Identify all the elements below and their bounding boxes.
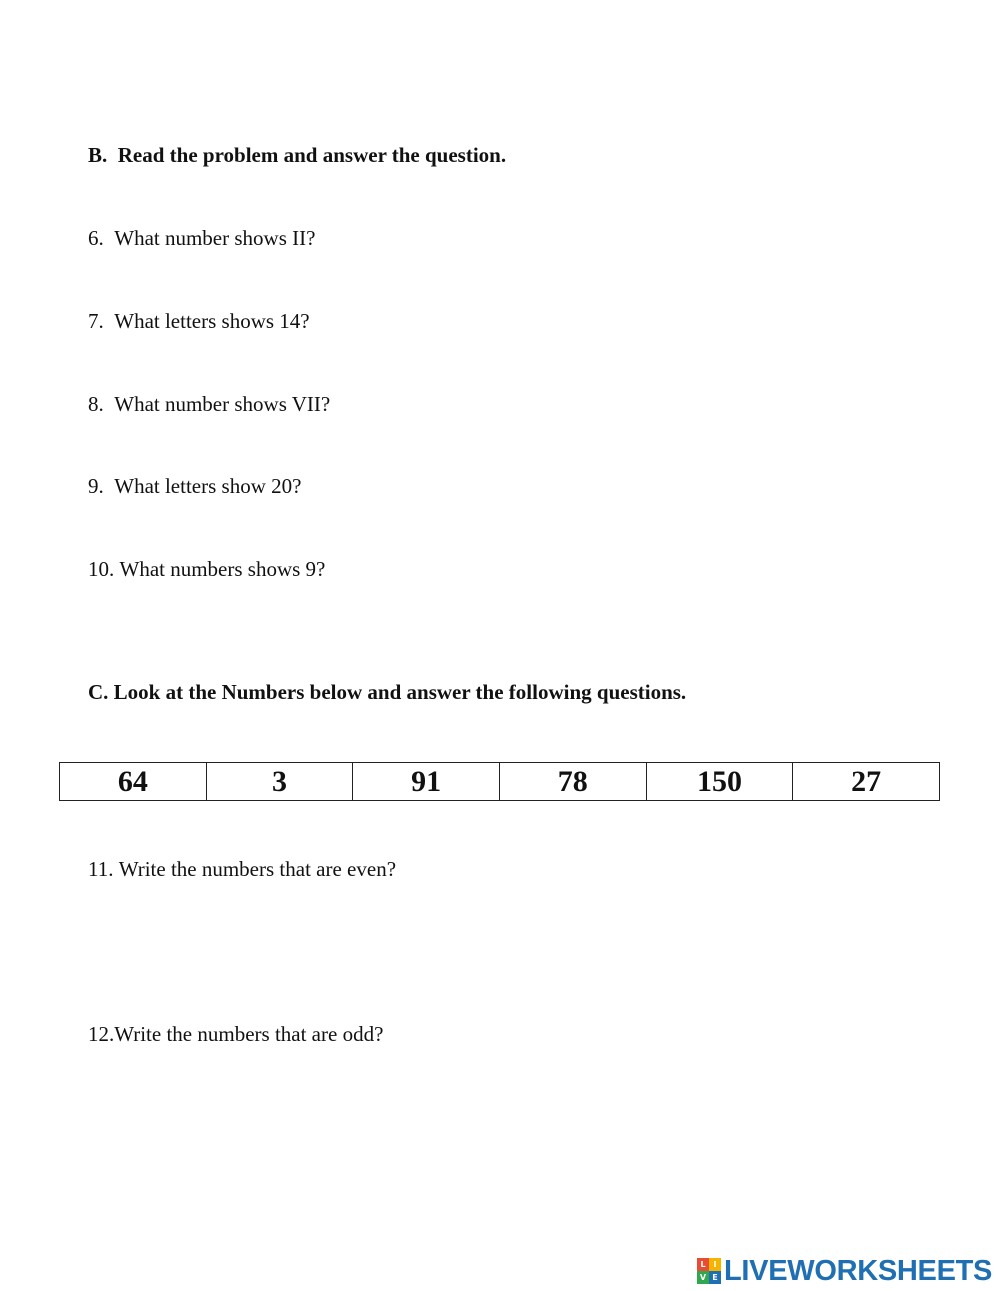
number-cell: 78 <box>499 763 646 801</box>
question-number: 7. <box>88 309 104 333</box>
question-number: 11. <box>88 857 114 881</box>
logo-mark-cell: L <box>697 1258 709 1271</box>
question-number: 12. <box>88 1022 115 1046</box>
question-number: 9. <box>88 474 104 498</box>
question-11 <box>88 857 396 882</box>
section-b-title: Read the problem and answer the question. <box>117 143 507 167</box>
question-text: Write the numbers that are even? <box>118 857 397 881</box>
question-9 <box>88 474 301 499</box>
logo-mark-cell: I <box>709 1258 721 1271</box>
question-10 <box>88 557 325 582</box>
section-b-letter: B. <box>88 143 108 167</box>
question-6 <box>88 226 315 251</box>
numbers-row <box>60 763 940 801</box>
numbers-table <box>59 762 940 801</box>
number-cell: 64 <box>60 763 207 801</box>
logo-text: LIVEWORKSHEETS <box>724 1254 993 1287</box>
liveworksheets-logo <box>697 1256 992 1286</box>
question-8 <box>88 392 330 417</box>
question-number: 6. <box>88 226 104 250</box>
question-7 <box>88 309 310 334</box>
logo-mark-cell: V <box>697 1271 709 1284</box>
number-cell: 27 <box>793 763 940 801</box>
question-text: What number shows II? <box>114 226 316 250</box>
question-text: What letters shows 14? <box>114 309 310 333</box>
logo-mark-icon <box>697 1258 721 1284</box>
question-text: What letters show 20? <box>114 474 302 498</box>
number-cell: 91 <box>353 763 500 801</box>
number-cell: 150 <box>646 763 793 801</box>
question-text: What numbers shows 9? <box>119 557 326 581</box>
section-b-heading <box>88 143 506 168</box>
question-12 <box>88 1022 383 1047</box>
section-c-heading: C. Look at the Numbers below and answer the following questions. <box>88 680 687 704</box>
question-number: 8. <box>88 392 104 416</box>
number-cell: 3 <box>206 763 353 801</box>
question-text: What number shows VII? <box>114 392 331 416</box>
question-text: Write the numbers that are odd? <box>114 1022 384 1046</box>
logo-mark-cell: E <box>709 1271 721 1284</box>
question-number: 10. <box>88 557 115 581</box>
